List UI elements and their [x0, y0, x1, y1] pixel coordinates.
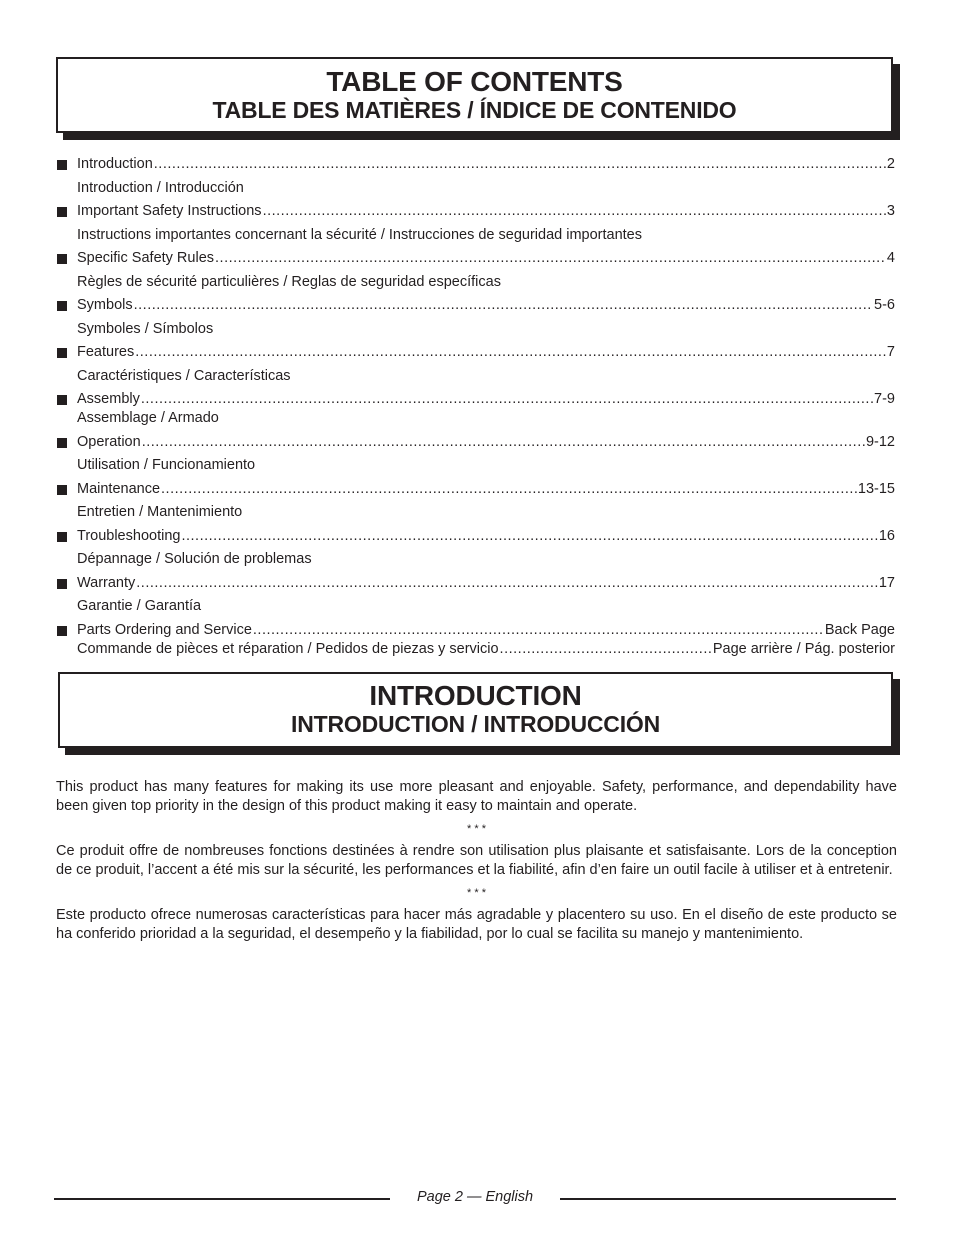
- intro-subtitle: INTRODUCTION / INTRODUCCIÓN: [291, 711, 660, 737]
- square-bullet-icon: [57, 160, 67, 170]
- toc-entry-page: 17: [878, 574, 895, 591]
- toc-entry-translation: [56, 272, 895, 296]
- toc-entry-label: Assembly: [77, 391, 140, 407]
- toc-entry-translation: [56, 408, 895, 432]
- intro-paragraph-french: Ce produit offre de nombreuses fonctions destinées à rendre son utilisation plus plaisante et satisfaisante. Lors de la conception de ce produit, l’accent a été mis sur la sécurité, les performances et la fiabilité, afin d’en faire un outil facile à utiliser et à entretenir.: [56, 843, 897, 878]
- toc-entry-translation: [56, 455, 895, 479]
- toc-heading-box: [56, 57, 893, 133]
- toc-subtitle: TABLE DES MATIÈRES / ÍNDICE DE CONTENIDO: [212, 97, 737, 123]
- toc-entry-page: 7-9: [874, 391, 895, 407]
- toc-entry-translation: [56, 225, 895, 249]
- table-of-contents: [56, 154, 895, 662]
- toc-entry-page: 5-6: [874, 297, 895, 313]
- toc-entry-specific-safety[interactable]: [56, 248, 895, 272]
- square-bullet-icon: [57, 395, 67, 405]
- toc-entry-label: Features: [77, 344, 135, 360]
- footer-rule-right: [560, 1198, 896, 1200]
- square-bullet-icon: [57, 485, 67, 495]
- toc-entry-troubleshooting[interactable]: [56, 526, 895, 550]
- toc-entry-page: 16: [878, 527, 895, 544]
- toc-entry-page: 13-15: [857, 480, 895, 497]
- toc-entry-page: 7: [886, 344, 895, 360]
- toc-entry-operation[interactable]: [56, 432, 895, 456]
- toc-entry-sub: Utilisation / Funcionamiento: [77, 457, 256, 473]
- toc-entry-label: Specific Safety Rules: [77, 250, 215, 266]
- intro-title: INTRODUCTION: [369, 680, 582, 711]
- toc-entry-maintenance[interactable]: [56, 479, 895, 503]
- square-bullet-icon: [57, 207, 67, 217]
- toc-entry-label: Troubleshooting: [77, 527, 181, 544]
- separator-stars: * * *: [467, 887, 486, 899]
- square-bullet-icon: [57, 532, 67, 542]
- toc-entry-sub: Caractéristiques / Características: [77, 367, 291, 384]
- square-bullet-icon: [57, 579, 67, 589]
- introduction-body: [56, 778, 897, 944]
- toc-entry-page: Back Page: [824, 621, 895, 638]
- toc-entry-label: Symbols: [77, 297, 133, 313]
- toc-entry-label: Maintenance: [77, 480, 161, 497]
- toc-entry-warranty[interactable]: [56, 573, 895, 597]
- toc-entry-sub: Dépannage / Solución de problemas: [77, 551, 312, 567]
- toc-entry-translation: [56, 178, 895, 202]
- toc-entry-sub: Règles de sécurité particulières / Reglas de seguridad específicas: [77, 273, 501, 290]
- square-bullet-icon: [57, 626, 67, 636]
- square-bullet-icon: [57, 301, 67, 311]
- square-bullet-icon: [57, 348, 67, 358]
- toc-entry-label: Introduction: [77, 156, 153, 172]
- toc-entry-translation: [56, 366, 895, 390]
- toc-entry-page: 2: [886, 156, 895, 172]
- toc-entry-translation: [56, 549, 895, 573]
- toc-entry-sub: Commande de pièces et réparation / Pedidos de piezas y servicio: [77, 640, 499, 657]
- toc-title: TABLE OF CONTENTS: [326, 66, 623, 97]
- square-bullet-icon: [57, 438, 67, 448]
- toc-entry-sub: Symboles / Símbolos: [77, 320, 214, 337]
- toc-entry-label: Parts Ordering and Service: [77, 621, 252, 638]
- toc-entry-translation: [56, 596, 895, 620]
- toc-entry-page: 9-12: [865, 433, 895, 450]
- toc-entry-page: Page arrière / Pág. posterior: [712, 640, 895, 657]
- toc-entry-label: Warranty: [77, 574, 136, 591]
- toc-entry-page: 4: [886, 250, 895, 266]
- separator-stars: * * *: [467, 823, 486, 835]
- toc-entry-symbols[interactable]: [56, 295, 895, 319]
- toc-entry-translation: [56, 319, 895, 343]
- toc-entry-sub: Introduction / Introducción: [77, 179, 244, 196]
- square-bullet-icon: [57, 254, 67, 264]
- toc-entry-label: Operation: [77, 433, 141, 450]
- toc-entry-parts-ordering[interactable]: [56, 620, 895, 639]
- footer-page-label: Page 2 — English: [416, 1189, 534, 1205]
- toc-entry-label: Important Safety Instructions: [77, 203, 262, 219]
- toc-entry-important-safety[interactable]: [56, 201, 895, 225]
- toc-entry-sub: Entretien / Mantenimiento: [77, 504, 243, 520]
- toc-entry-translation: [56, 502, 895, 526]
- toc-entry-translation-with-page[interactable]: [56, 639, 895, 663]
- toc-entry-assembly[interactable]: [56, 389, 895, 408]
- toc-entry-page: 3: [886, 203, 895, 219]
- toc-entry-sub: Garantie / Garantía: [77, 598, 202, 614]
- footer-rule-left: [54, 1198, 390, 1200]
- intro-paragraph-spanish: Este producto ofrece numerosas características para hacer más agradable y placentero su uso. En el diseño de este producto se ha conferido prioridad a la seguridad, el desempeño y la fiabilidad, por lo cual se facilita su manejo y mantenimiento.: [56, 907, 897, 942]
- toc-entry-features[interactable]: [56, 342, 895, 366]
- toc-entry-sub: Assemblage / Armado: [77, 410, 219, 426]
- toc-entry-introduction[interactable]: [56, 154, 895, 178]
- intro-heading-box: [58, 672, 893, 748]
- intro-paragraph-english: This product has many features for making its use more pleasant and enjoyable. Safety, performance, and dependability have been given top priority in the design of this product making it easy to maintain and operate.: [56, 779, 897, 814]
- toc-entry-sub: Instructions importantes concernant la sécurité / Instrucciones de seguridad importantes: [77, 226, 642, 243]
- page-footer: [54, 1186, 896, 1208]
